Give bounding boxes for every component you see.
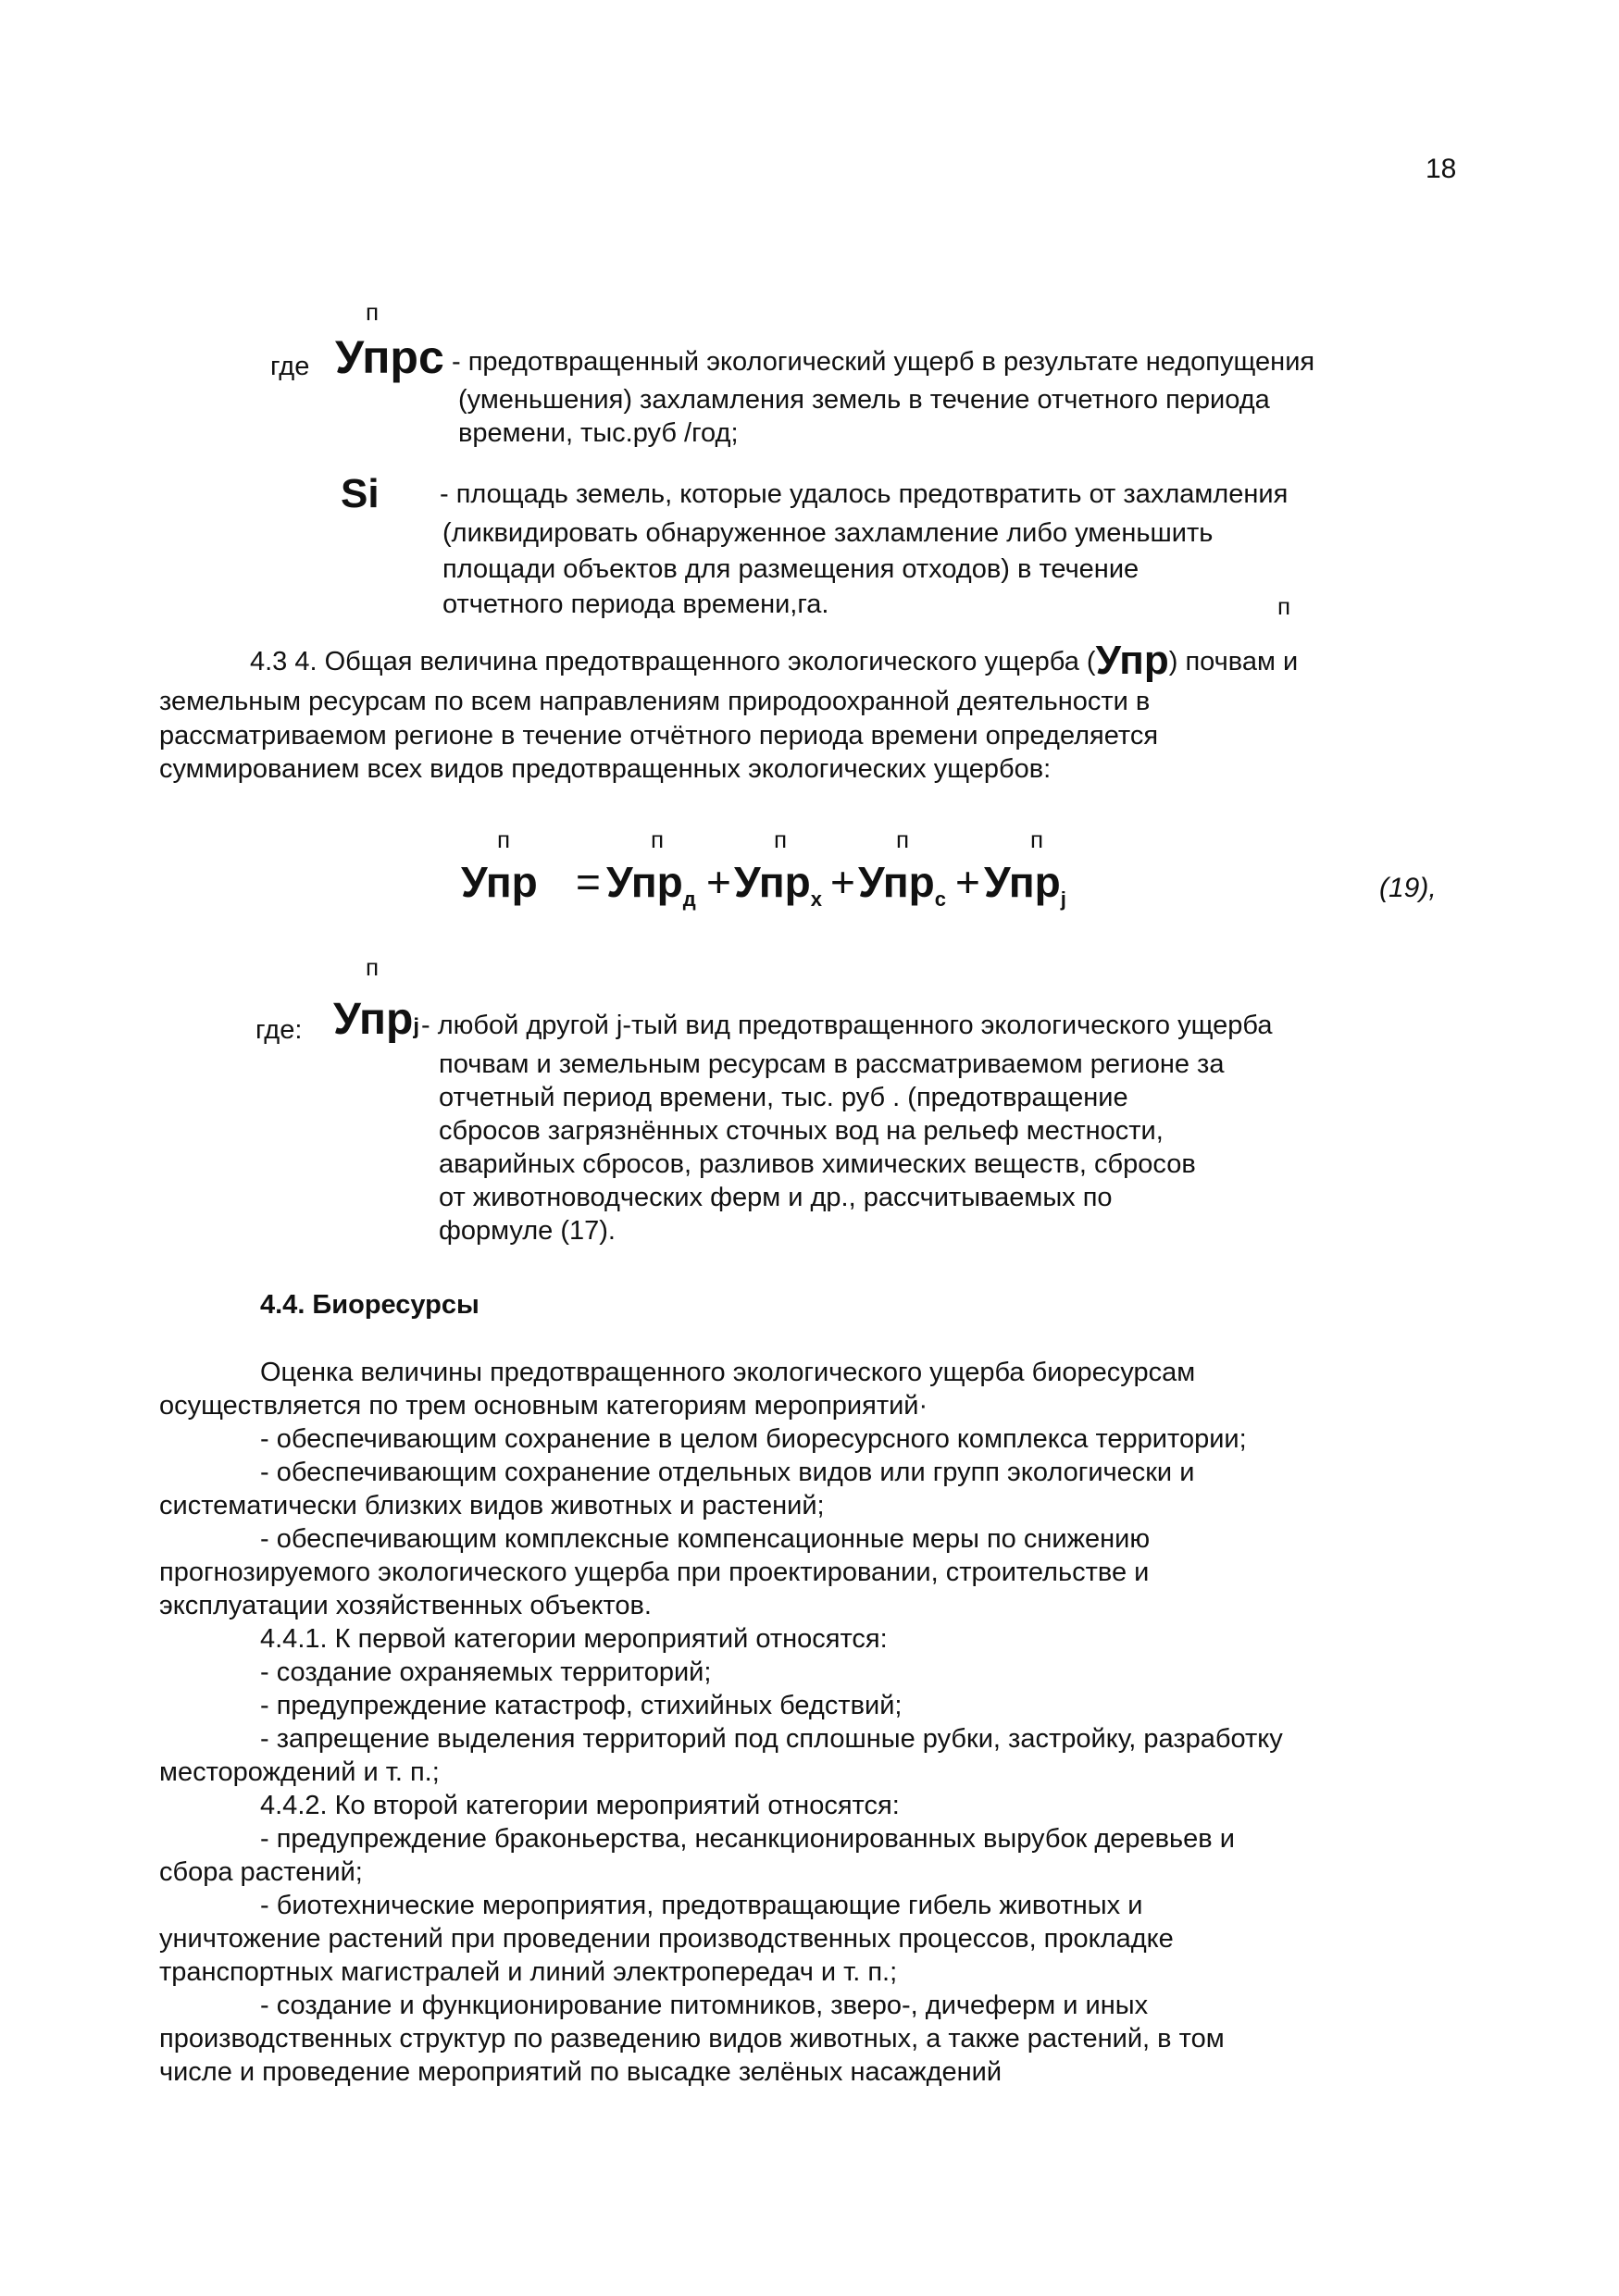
list-item: - обеспечивающим сохранение в целом биоресурсного комплекса территории; [260, 1424, 1247, 1454]
formula-equals: = [576, 858, 601, 906]
list-item: - обеспечивающим сохранение отдельных видов или групп экологически и [260, 1458, 1195, 1487]
formula-term-3: Упр$_с$ [858, 858, 946, 912]
list-item-cont: систематически близких видов животных и растений; [159, 1491, 825, 1520]
list-item: - биотехнические мероприятия, предотвращающие гибель животных и [260, 1891, 1143, 1920]
list-item-cont: числе и проведение мероприятий по высадке зелёных насаждений [159, 2057, 1003, 2087]
superscript-n: п [366, 953, 380, 981]
section-heading: 4.4. Биоресурсы [260, 1290, 479, 1320]
definition-line: от животноводческих ферм и др., рассчитываемых по [439, 1183, 1113, 1212]
formula-lhs: Упр [461, 858, 538, 906]
list-item-cont: уничтожение растений при проведении производственных процессов, прокладке [159, 1924, 1174, 1954]
paragraph-line: земельным ресурсам по всем направлениям природоохранной деятельности в [159, 687, 1151, 716]
formula-plus: + [955, 858, 980, 906]
list-item: - предупреждение катастроф, стихийных бедствий; [260, 1691, 903, 1720]
definition-line: площади объектов для размещения отходов) в течение [442, 554, 1140, 584]
paragraph-line: суммированием всех видов предотвращенных экологических ущербов: [159, 754, 1052, 784]
formula-plus: + [706, 858, 731, 906]
paragraph-line: 4.3 4. Общая величина предотвращенного экологического ущерба (Упр) почвам и [250, 638, 1299, 683]
superscript-n: п [366, 298, 380, 326]
definition-line: (ликвидировать обнаруженное захламление либо уменьшить [442, 518, 1214, 548]
symbol-si: Si [341, 471, 380, 516]
subsection-heading: 4.4.2. Ко второй категории мероприятий относятся: [260, 1791, 900, 1820]
superscript-n: п [497, 825, 511, 853]
superscript-n: п [1277, 592, 1291, 620]
definition-line: аварийных сбросов, разливов химических веществ, сбросов [439, 1149, 1196, 1179]
definition-line: отчетный период времени, тыс. руб . (предотвращение [439, 1083, 1128, 1112]
superscript-n: п [896, 825, 910, 853]
list-item: - создание и функционирование питомников, зверо-, дичеферм и иных [260, 1991, 1149, 2020]
list-item: - создание охраняемых территорий; [260, 1657, 712, 1687]
where-label: где [270, 352, 310, 381]
symbol-uprs: Упрс [335, 331, 444, 383]
list-item-cont: транспортных магистралей и линий электропередач и т. п.; [159, 1957, 898, 1987]
list-item-cont: производственных структур по разведению видов животных, а также растений, в том [159, 2024, 1225, 2054]
superscript-n: п [1030, 825, 1044, 853]
paragraph-line: осуществляется по трем основным категориям мероприятий· [159, 1391, 928, 1421]
list-item: - обеспечивающим комплексные компенсационные меры по снижению [260, 1524, 1151, 1554]
list-item-cont: месторождений и т. п.; [159, 1757, 440, 1787]
formula-term-2: Упр$_х$ [734, 858, 822, 912]
where-label: где: [255, 1015, 303, 1045]
formula-term-1: Упр$_д$ [606, 858, 696, 912]
definition-line: почвам и земельным ресурсам в рассматриваемом регионе за [439, 1049, 1225, 1079]
symbol-upr: Упр [1095, 638, 1169, 683]
superscript-n: п [774, 825, 788, 853]
definition-line: формуле (17). [439, 1216, 616, 1246]
definition-line: - площадь земель, которые удалось предотвратить от захламления [440, 479, 1289, 509]
paragraph-line: Оценка величины предотвращенного экологического ущерба биоресурсам [260, 1358, 1196, 1387]
formula-plus: + [830, 858, 855, 906]
list-item-cont: эксплуатации хозяйственных объектов. [159, 1591, 652, 1620]
symbol-uprj: Упрj [333, 995, 420, 1044]
formula-term-4: Упр$_j$ [984, 858, 1066, 912]
superscript-n: п [651, 825, 665, 853]
definition-line: (уменьшения) захламления земель в течение отчетного периода [458, 385, 1270, 415]
definition-line: отчетного периода времени,га. [442, 590, 829, 619]
paragraph-line: рассматриваемом регионе в течение отчётного периода времени определяется [159, 721, 1159, 751]
subsection-heading: 4.4.1. К первой категории мероприятий относятся: [260, 1624, 888, 1654]
definition-first-line: - любой другой j-тый вид предотвращенного экологического ущерба [421, 1011, 1273, 1040]
list-item-cont: прогнозируемого экологического ущерба при проектировании, строительстве и [159, 1558, 1150, 1587]
list-item: - запрещение выделения территорий под сплошные рубки, застройку, разработку [260, 1724, 1283, 1754]
definition-line: сбросов загрязнённых сточных вод на рельеф местности, [439, 1116, 1164, 1146]
definition-line: времени, тыс.руб /год; [458, 418, 739, 448]
formula-number: (19), [1379, 873, 1437, 903]
page-number: 18 [1426, 154, 1457, 184]
list-item-cont: сбора растений; [159, 1857, 363, 1887]
definition-first-line: - предотвращенный экологический ущерб в результате недопущения [452, 347, 1315, 377]
list-item: - предупреждение браконьерства, несанкционированных вырубок деревьев и [260, 1824, 1235, 1854]
